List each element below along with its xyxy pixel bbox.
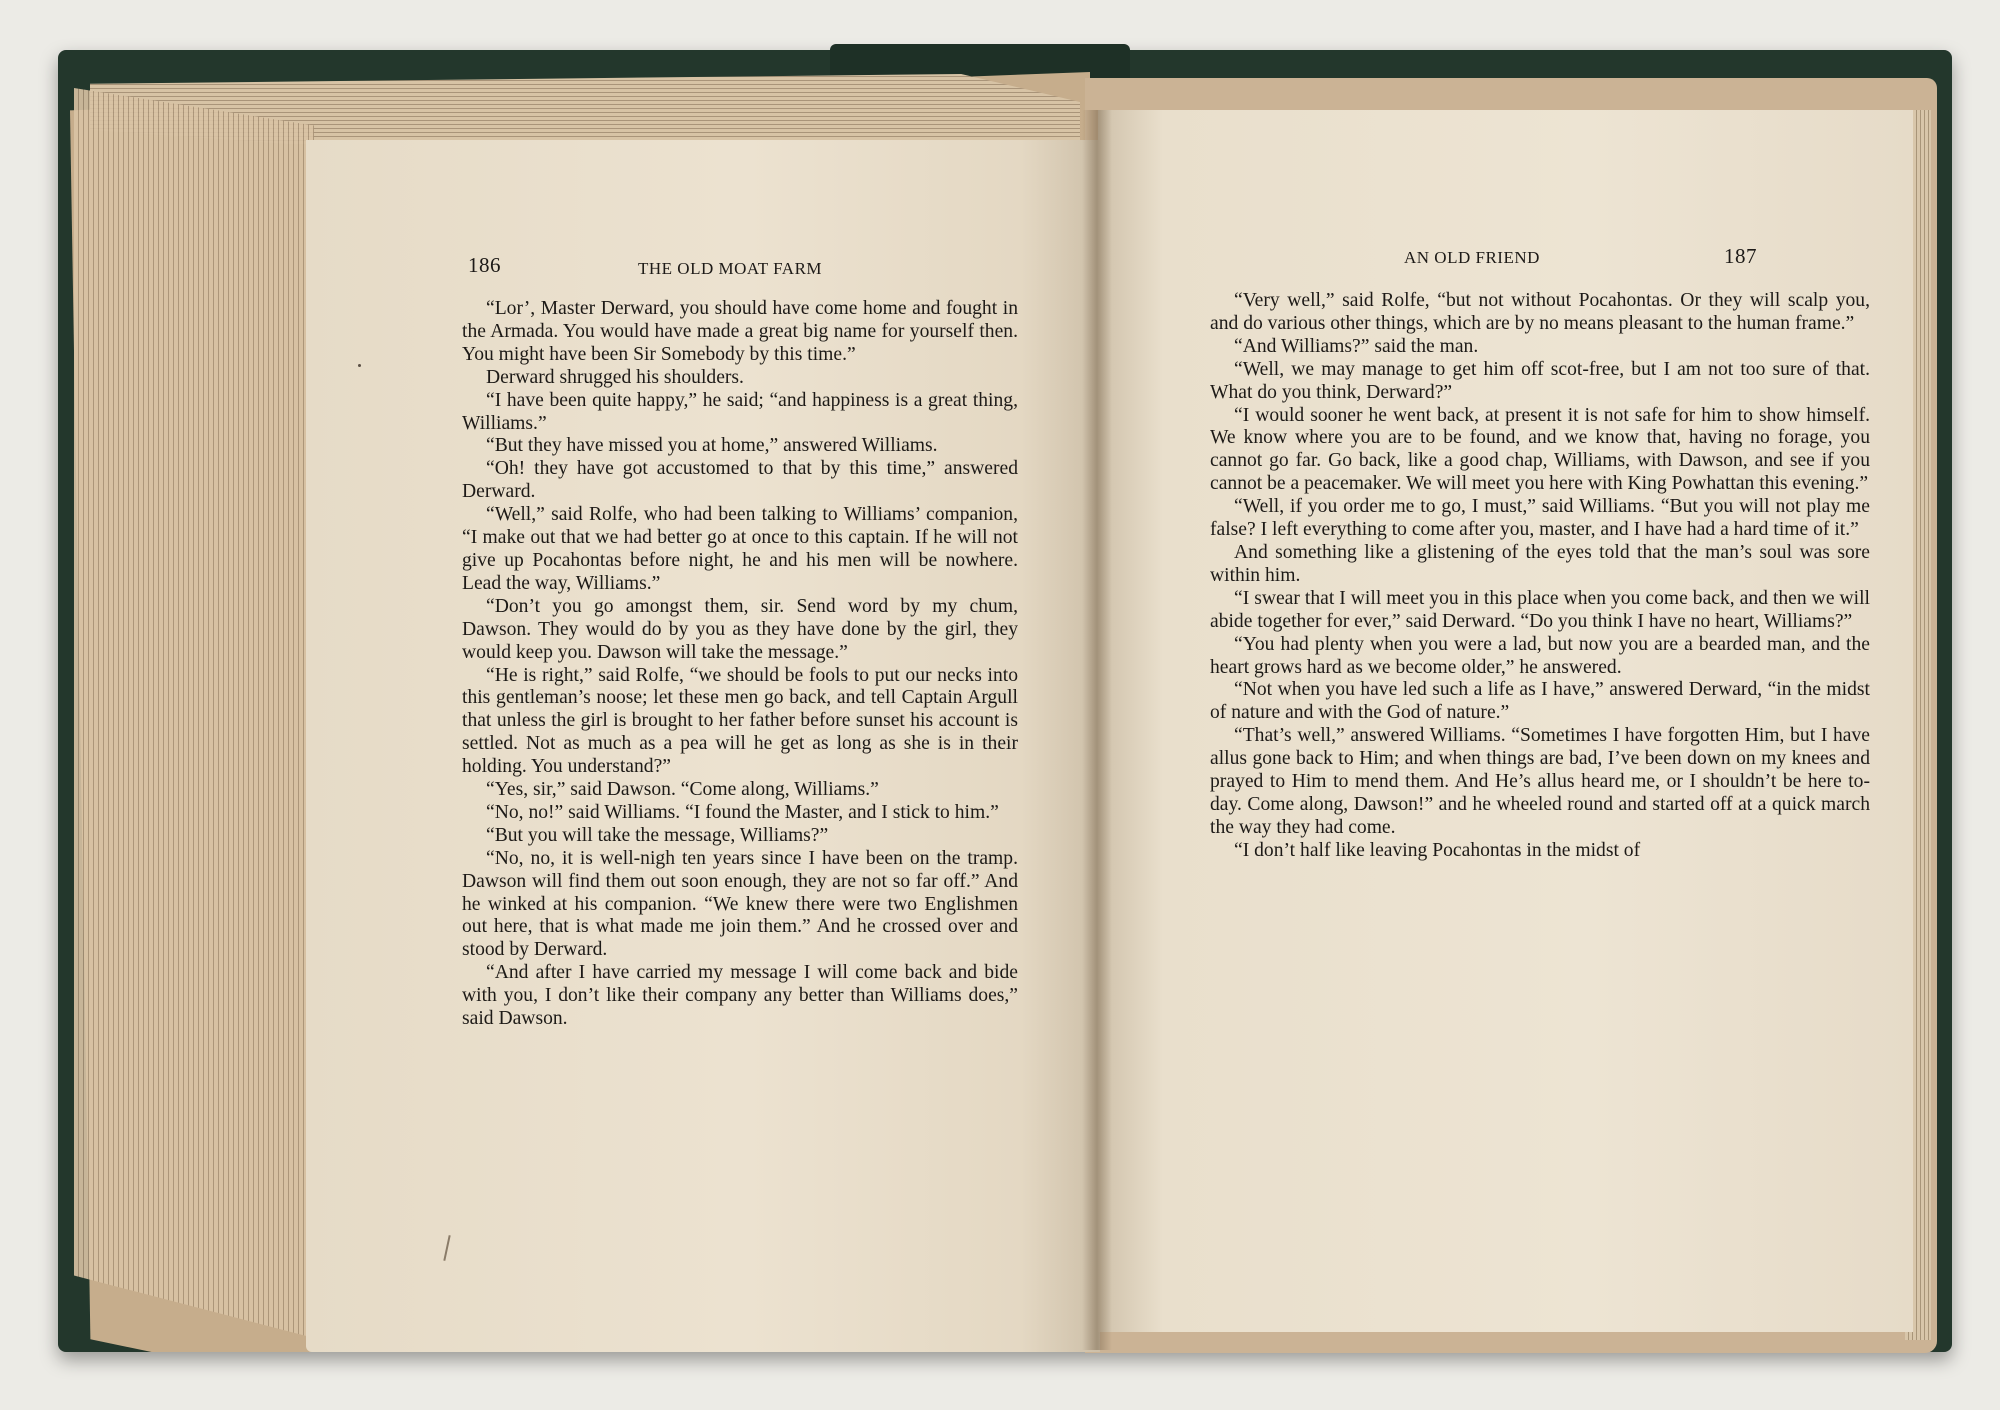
paragraph: “No, no, it is well-nigh ten years since I have been on the tramp. Dawson will find them out soon enough, they are not so far off.” And he winked at his companion. “We knew there were two Englishmen out here, that is what made me join them.” And he crossed over and stood by Derward. — [462, 847, 1018, 961]
paragraph: “Very well,” said Rolfe, “but not without Pocahontas. Or they will scalp you, and do various other things, which are by no means pleasant to the human frame.” — [1210, 290, 1870, 334]
page-number: 186 — [468, 253, 501, 277]
paragraph: “Yes, sir,” said Dawson. “Come along, Williams.” — [486, 779, 879, 801]
paragraph: “Don’t you go amongst them, sir. Send word by my chum, Dawson. They would do by you as they have done by the girl, they would keep you. Dawson will take the message.” — [462, 595, 1018, 663]
page-body — [462, 298, 1018, 1031]
page-number: 187 — [1724, 244, 1757, 268]
paragraph: “Well,” said Rolfe, who had been talking to Williams’ companion, “I make out that we had better go at once to this captain. If he will not give up Pocahontas before night, he and his men will be nowhere. Lead the way, Williams.” — [462, 504, 1018, 594]
paragraph: And something like a glistening of the eyes told that the man’s soul was sore within him. — [1210, 541, 1870, 586]
paragraph: “And Williams?” said the man. — [1234, 335, 1479, 357]
left-side-page-edges — [74, 88, 314, 1338]
paper-mark — [443, 1235, 450, 1261]
left-page — [306, 140, 1100, 1352]
running-head: AN OLD FRIEND — [1404, 248, 1540, 267]
page-body — [1210, 290, 1870, 863]
paragraph: “I have been quite happy,” he said; “and happiness is a great thing, Williams.” — [462, 389, 1018, 434]
paragraph: “But you will take the message, Williams?” — [486, 824, 829, 846]
paragraph: “I don’t half like leaving Pocahontas in the midst of — [1234, 839, 1641, 861]
running-head: THE OLD MOAT FARM — [638, 259, 823, 278]
paragraph: “Lor’, Master Derward, you should have come home and fought in the Armada. You would have made a great big name for yourself then. You might have been Sir Somebody by this time.” — [462, 298, 1018, 365]
paragraph: “Not when you have led such a life as I have,” answered Derward, “in the midst of nature and with the God of nature.” — [1210, 679, 1870, 724]
book-gutter — [1082, 110, 1112, 1350]
paragraph: “But they have missed you at home,” answered Williams. — [486, 435, 938, 457]
paragraph: “And after I have carried my message I will come back and bide with you, I don’t like their company any better than Williams does,” said Dawson. — [462, 962, 1018, 1030]
paragraph: Derward shrugged his shoulders. — [486, 366, 744, 388]
paragraph: “You had plenty when you were a lad, but now you are a bearded man, and the heart grows hard as we become older,” he answered. — [1210, 633, 1870, 678]
paragraph: “That’s well,” answered Williams. “Sometimes I have forgotten Him, but I have allus gone back to Him; and when things are bad, I’ve been down on my knees and prayed to Him to mend them. And He’s allus heard me, or I shouldn’t be here to-day. Come along, Dawson!” and he wheeled round and started off at a quick march the way they had come. — [1210, 725, 1870, 838]
paragraph: “Well, we may manage to get him off scot-free, but I am not too sure of that. What do you think, Derward?” — [1210, 358, 1870, 403]
paragraph: “I swear that I will meet you in this place when you come back, and then we will abide together for ever,” said Derward. “Do you think I have no heart, Williams?” — [1210, 587, 1870, 632]
paragraph: “No, no!” said Williams. “I found the Master, and I stick to him.” — [486, 801, 999, 823]
paper-speck — [358, 364, 361, 367]
paragraph: “Well, if you order me to go, I must,” said Williams. “But you will not play me false? I left everything to come after you, master, and I have had a hard time of it.” — [1210, 496, 1870, 541]
right-page — [1098, 110, 1913, 1332]
paragraph: “He is right,” said Rolfe, “we should be fools to put our necks into this gentleman’s noose; let these men go back, and tell Captain Argull that unless the girl is brought to her father before sunset his account is settled. Not as much as a pea will he get as long as she is in their holding. You understand?” — [462, 664, 1018, 778]
paragraph: “Oh! they have got accustomed to that by this time,” answered Derward. — [462, 458, 1018, 503]
paragraph: “I would sooner he went back, at present it is not safe for him to show himself. We know where you are to be found, and we know that, having no forage, you cannot go far. Go back, like a good chap, Williams, with Dawson, and see if you cannot be a peacemaker. We will meet you here with King Powhattan this evening.” — [1210, 404, 1870, 495]
